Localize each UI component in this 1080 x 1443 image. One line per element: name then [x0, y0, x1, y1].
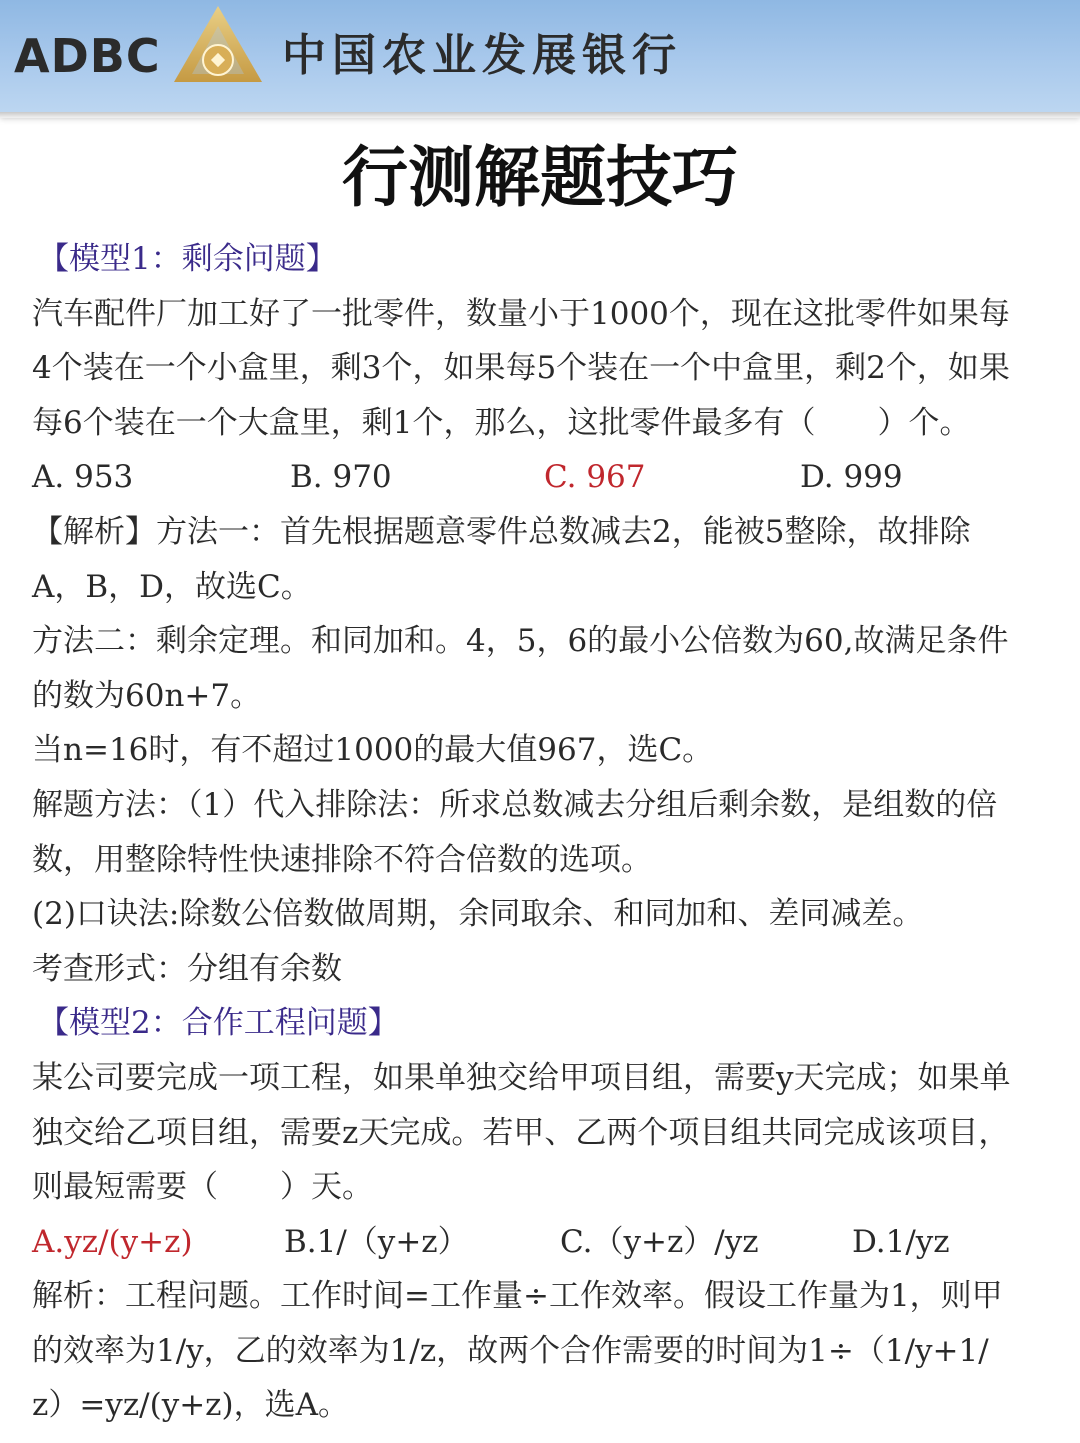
model2-heading: 【模型2：合作工程问题】: [38, 1005, 399, 1042]
model2-option-a-answer: A.yz/(y+z): [32, 1223, 193, 1260]
page-title: 行测解题技巧: [342, 138, 738, 216]
model1-analysis-line: 数，用整除特性快速排除不符合倍数的选项。: [32, 841, 652, 878]
model1-heading: 【模型1：剩余问题】: [38, 241, 337, 277]
model1-option-c-answer: C. 967: [544, 459, 646, 496]
model1-analysis-line: A，B，D，故选C。: [32, 568, 312, 605]
model1-analysis-line: 方法二：剩余定理。和同加和。4，5，6的最小公倍数为60,故满足条件: [32, 623, 1009, 660]
banner-divider: [0, 112, 1080, 118]
model1-question-line: 4个装在一个小盒里，剩3个，如果每5个装在一个中盒里，剩2个，如果: [32, 350, 1010, 387]
model2-option-c: C.（y+z）/yz: [560, 1223, 759, 1260]
model2-analysis-line: 的效率为1/y，乙的效率为1/z，故两个合作需要的时间为1÷（1/y+1/: [32, 1332, 989, 1369]
model2-analysis-line: z）=yz/(y+z)，选A。: [32, 1387, 349, 1424]
model1-question-line: 每6个装在一个大盒里，剩1个，那么，这批零件最多有（ ）个。: [32, 404, 971, 441]
model1-option-d: D. 999: [800, 459, 903, 496]
model1-question-line: 汽车配件厂加工好了一批零件，数量小于1000个，现在这批零件如果每: [32, 295, 1010, 332]
model2-option-d: D.1/yz: [852, 1223, 950, 1260]
model2-option-b: B.1/（y+z）: [284, 1223, 469, 1260]
model1-options: [32, 450, 1062, 505]
model1-analysis-line: 当n=16时，有不超过1000的最大值967，选C。: [32, 732, 714, 769]
model2-options: [32, 1215, 1062, 1270]
model2-question-line: 独交给乙项目组，需要z天完成。若甲、乙两个项目组共同完成该项目，: [32, 1114, 1010, 1151]
model2-question-line: 则最短需要（ ）天。: [32, 1169, 373, 1206]
adbc-triangle-logo-icon: [172, 4, 264, 84]
model2-analysis-line: 解析：工程问题。工作时间=工作量÷工作效率。假设工作量为1，则甲: [32, 1278, 1003, 1315]
model1-analysis-line: 解题方法：（1）代入排除法：所求总数减去分组后剩余数，是组数的倍: [32, 786, 998, 823]
model1-analysis-line: 考查形式：分组有余数: [32, 950, 342, 987]
model1-analysis-line: 【解析】方法一：首先根据题意零件总数减去2，能被5整除，故排除: [32, 513, 971, 550]
brand-name-en: ADBC: [14, 29, 161, 83]
model1-option-a: A. 953: [32, 459, 134, 496]
model2-question-line: 某公司要完成一项工程，如果单独交给甲项目组，需要y天完成；如果单: [32, 1059, 1011, 1096]
model1-analysis-line: 的数为60n+7。: [32, 677, 262, 714]
brand-name-cn: 中国农业发展银行: [282, 30, 682, 81]
model1-analysis-line: (2)口诀法:除数公倍数做周期，余同取余、和同加和、差同减差。: [32, 896, 924, 933]
header-banner: [0, 0, 1080, 112]
article-body: [32, 232, 1062, 1433]
model1-option-b: B. 970: [290, 459, 392, 496]
